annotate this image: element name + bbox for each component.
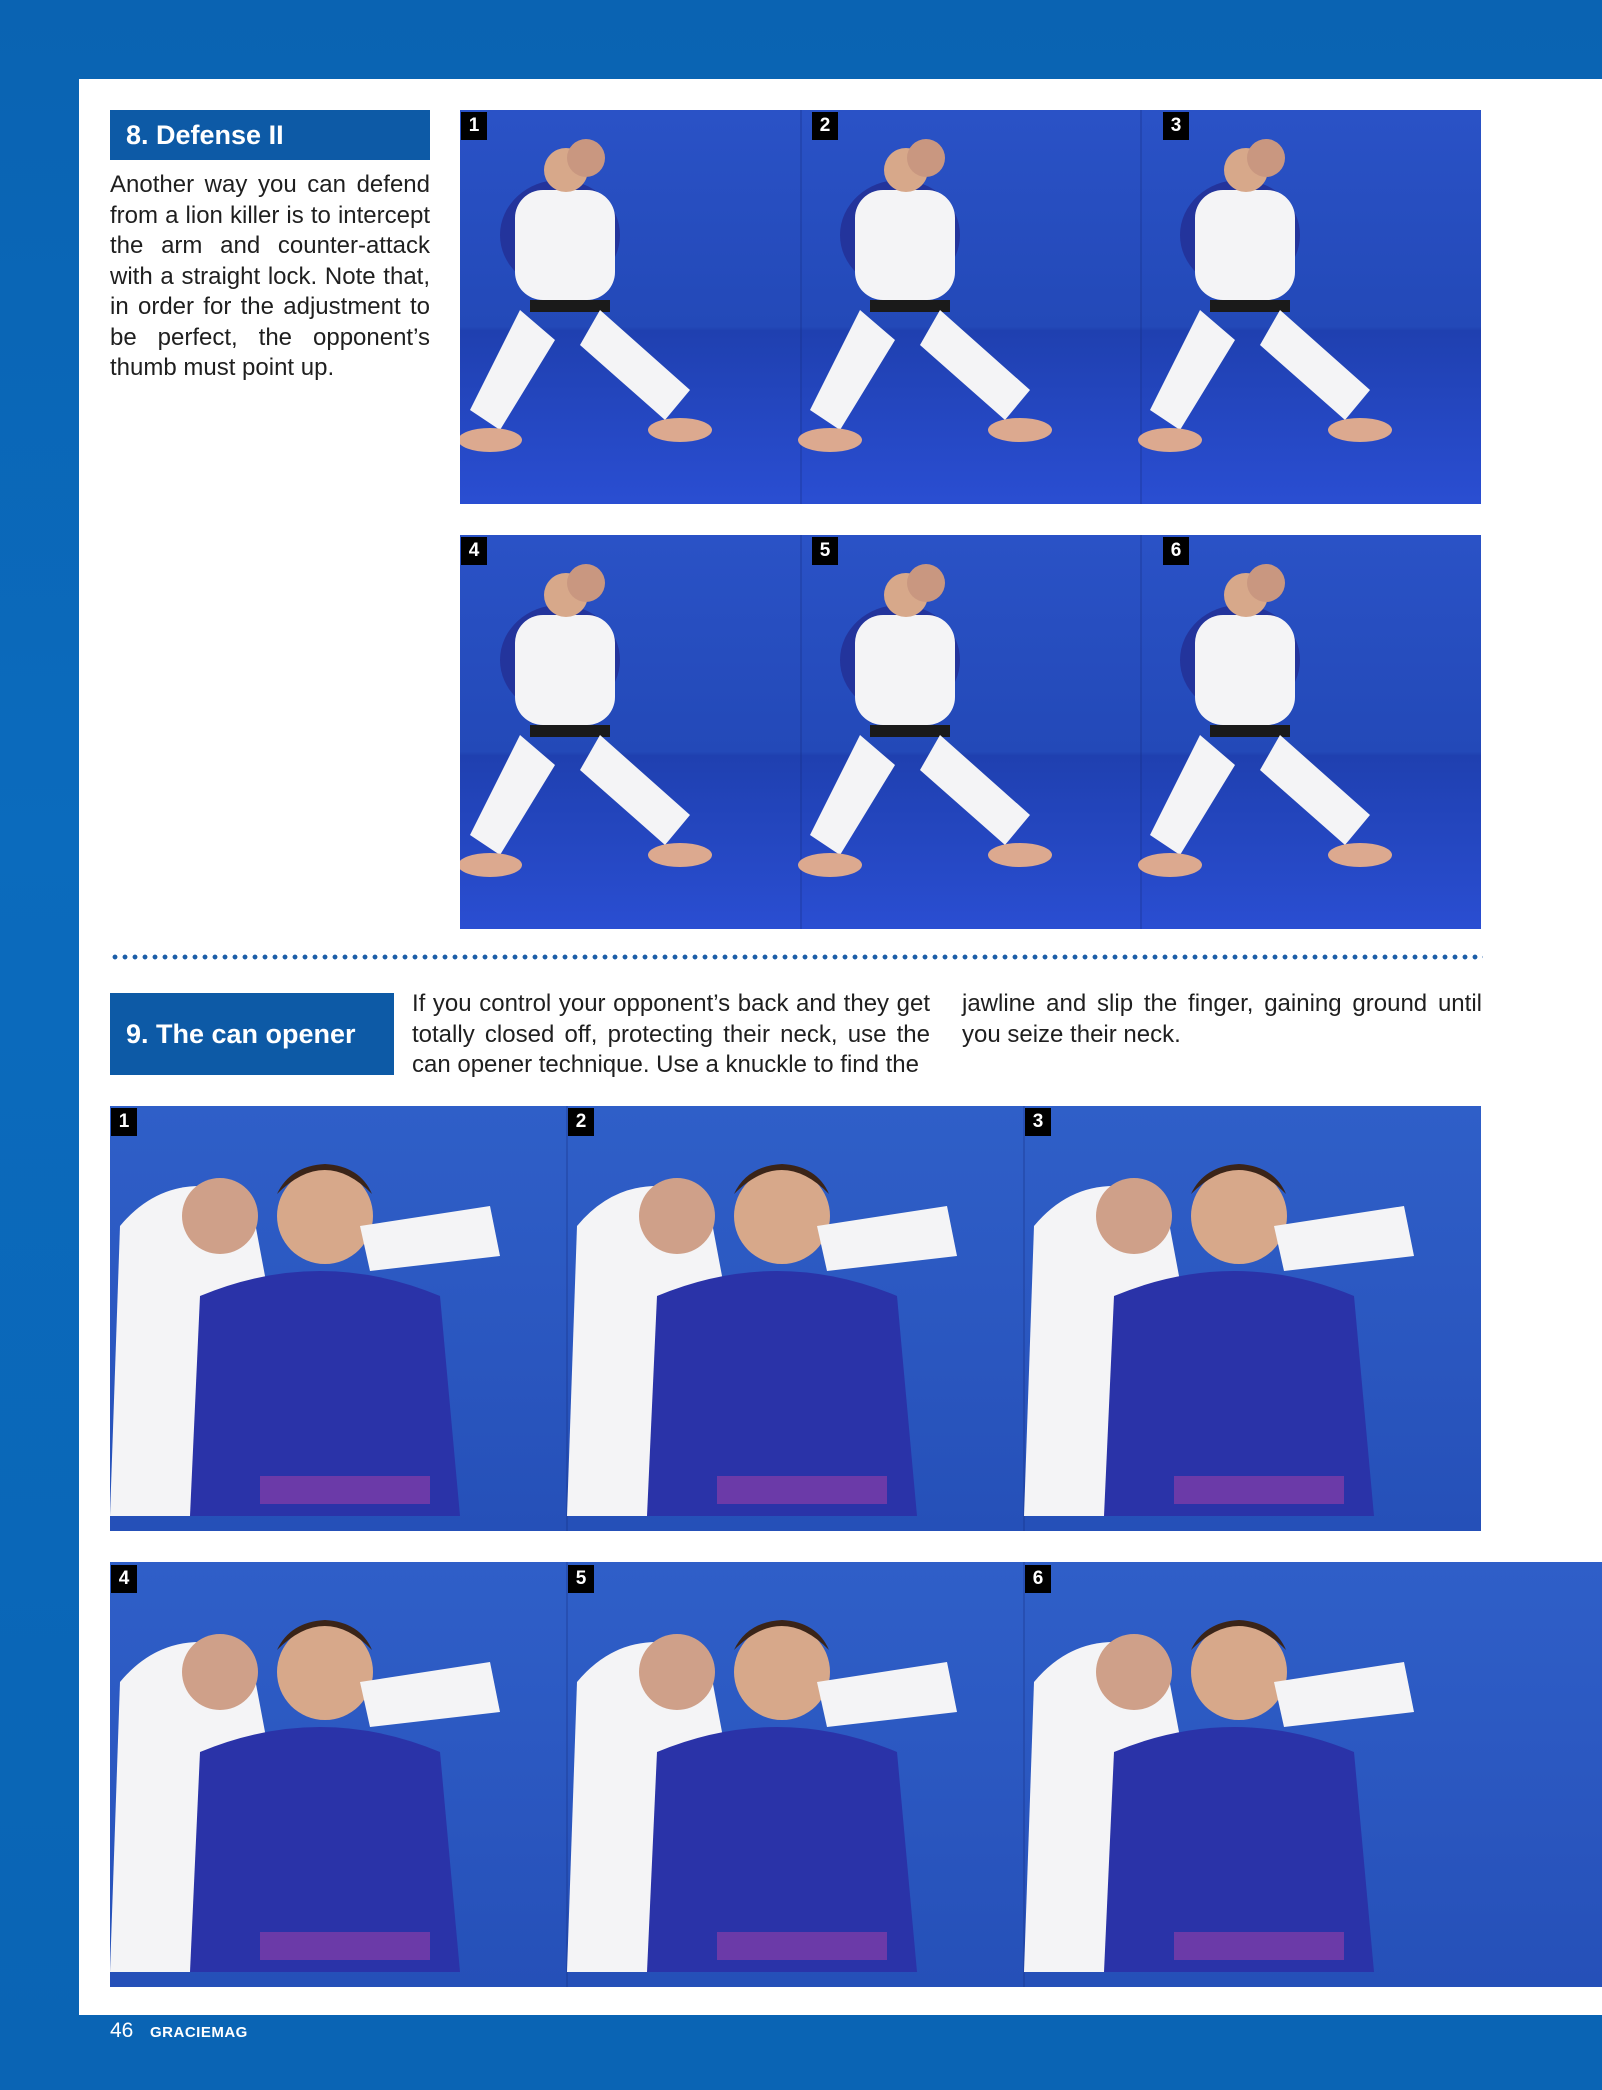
defense-step-6-badge: 6: [1163, 537, 1189, 565]
can-opener-figures-illustration: [110, 1106, 1490, 1986]
can-opener-step-4-badge: 4: [111, 1565, 137, 1593]
page-number: 46: [110, 2019, 134, 2042]
can-opener-step-1-badge: 1: [111, 1108, 137, 1136]
section-9-body-col2: jawline and slip the finger, gaining ground until you seize their neck.: [962, 990, 1482, 1048]
can-opener-step-3-badge: 3: [1025, 1108, 1051, 1136]
can-opener-step-2-badge: 2: [568, 1108, 594, 1136]
can-opener-step-6-badge: 6: [1025, 1565, 1051, 1593]
defense-figures-illustration: [460, 110, 1482, 930]
defense-step-2-badge: 2: [812, 112, 838, 140]
section-8-body: Another way you can defend from a lion killer is to intercept the arm and counter-attack with a straight lock. Note that, in order for the adjustment to be perfect, the opponent’s thumb must point up.: [110, 171, 430, 381]
section-9-title: 9. The can opener: [126, 1018, 356, 1049]
magazine-brand: GRACIEMAG: [150, 2024, 248, 2041]
section-9-body-col1: If you control your opponent’s back and they get totally closed off, protecting their neck, use the can opener technique. Use a knuckle to find the: [412, 990, 930, 1078]
defense-step-3-badge: 3: [1163, 112, 1189, 140]
grappler-closeup-figure: [110, 1164, 500, 1516]
can-opener-step-5-badge: 5: [568, 1565, 594, 1593]
defense-step-1-badge: 1: [461, 112, 487, 140]
defense-step-4-badge: 4: [461, 537, 487, 565]
section-8-heading: [110, 110, 430, 160]
defense-step-5-badge: 5: [812, 537, 838, 565]
section-divider: [110, 954, 1483, 960]
section-8-title: 8. Defense II: [126, 119, 284, 150]
grappler-figure: [460, 139, 712, 452]
section-9-heading: [110, 993, 394, 1075]
